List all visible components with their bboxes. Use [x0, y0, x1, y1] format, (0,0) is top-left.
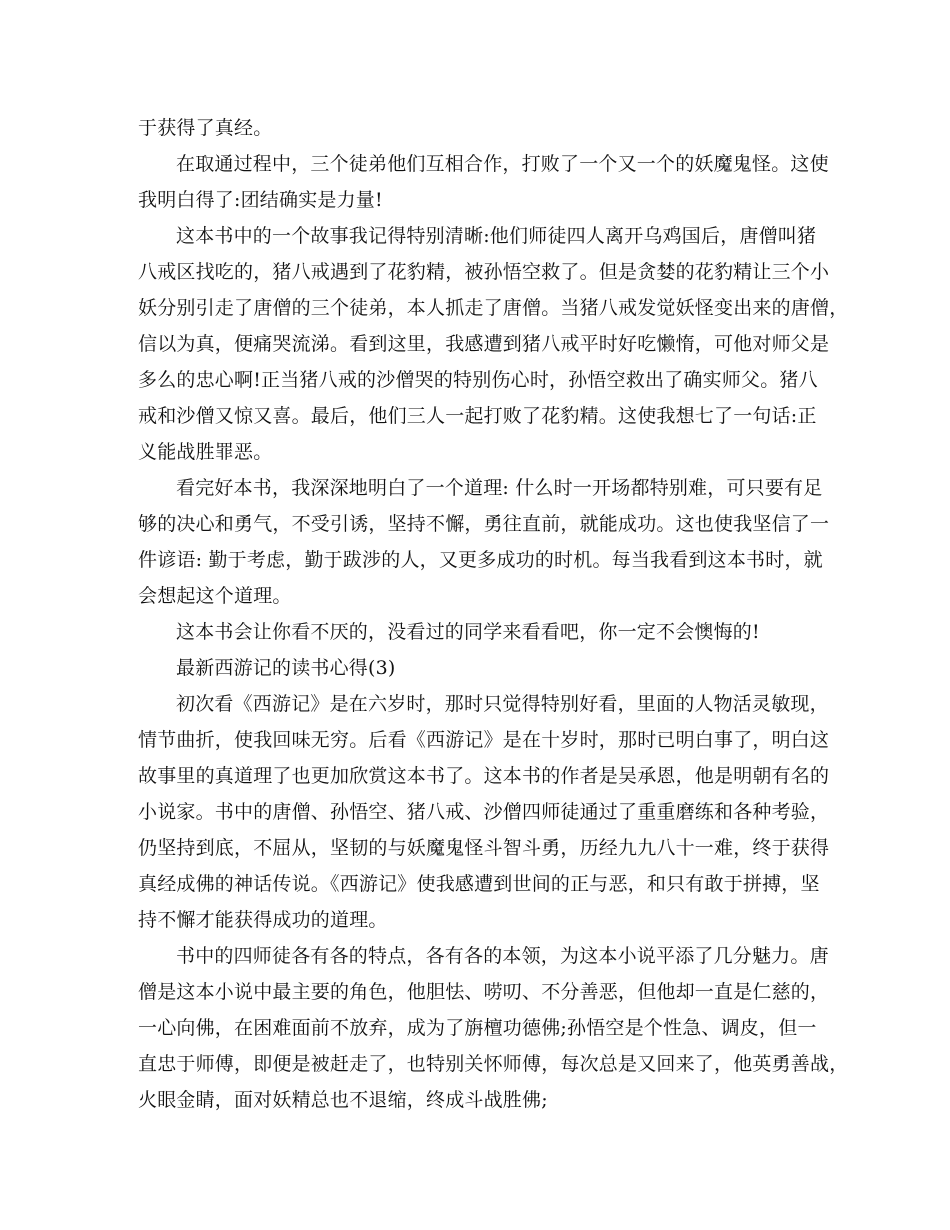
- text-line: 信以为真，便痛哭流涕。看到这里，我感遭到猪八戒平时好吃懒惰，可他对师父是: [138, 333, 830, 355]
- text-line: 这本书中的一个故事我记得特别清晰:他们师徒四人离开乌鸡国后，唐僧叫猪: [176, 225, 817, 247]
- text-line: 会想起这个道理。: [138, 585, 292, 607]
- text-line: 真经成佛的神话传说。《西游记》使我感遭到世间的正与恶，和只有敢于拼搏，坚: [138, 873, 820, 895]
- text-line: 持不懈才能获得成功的道理。: [138, 909, 388, 931]
- text-line: 我明白得了:团结确实是力量!: [138, 189, 383, 211]
- text-line: 看完好本书，我深深地明白了一个道理: 什么时一开场都特别难，可只要有足: [176, 477, 823, 499]
- text-line: 书中的四师徒各有各的特点，各有各的本领，为这本小说平添了几分魅力。唐: [176, 945, 829, 967]
- text-line: 僧是这本小说中最主要的角色，他胆怯、唠叨、不分善恶，但他却一直是仁慈的，: [138, 981, 830, 1003]
- text-line: 于获得了真经。: [138, 117, 273, 139]
- text-line: 小说家。书中的唐僧、孙悟空、猪八戒、沙僧四师徒通过了重重磨练和各种考验，: [138, 801, 830, 823]
- text-line: 八戒区找吃的，猪八戒遇到了花豹精，被孙悟空救了。但是贪婪的花豹精让三个小: [138, 261, 830, 283]
- text-line: 直忠于师傅，即便是被赶走了，也特别关怀师傅，每次总是又回来了，他英勇善战，: [138, 1053, 849, 1075]
- text-line: 在取通过程中，三个徒弟他们互相合作，打败了一个又一个的妖魔鬼怪。这使: [176, 153, 829, 175]
- text-line: 多么的忠心啊!正当猪八戒的沙僧哭的特别伤心时，孙悟空救出了确实师父。猪八: [138, 369, 818, 391]
- section-heading: 最新西游记的读书心得(3): [176, 657, 396, 679]
- text-line: 件谚语: 勤于考虑，勤于跋涉的人，又更多成功的时机。每当我看到这本书时，就: [138, 549, 823, 571]
- text-line: 这本书会让你看不厌的，没看过的同学来看看吧，你一定不会懊悔的!: [176, 621, 760, 643]
- text-line: 仍坚持到底，不屈从，坚韧的与妖魔鬼怪斗智斗勇，历经九九八十一难，终于获得: [138, 837, 830, 859]
- text-line: 够的决心和勇气，不受引诱，坚持不懈，勇往直前，就能成功。这也使我坚信了一: [138, 513, 830, 535]
- text-line: 火眼金睛，面对妖精总也不退缩，终成斗战胜佛;: [138, 1089, 548, 1111]
- text-line: 戒和沙僧又惊又喜。最后，他们三人一起打败了花豹精。这使我想七了一句话:正: [138, 405, 817, 427]
- text-line: 义能战胜罪恶。: [138, 441, 273, 463]
- text-line: 妖分别引走了唐僧的三个徒弟，本人抓走了唐僧。当猪八戒发觉妖怪变出来的唐僧，: [138, 297, 849, 319]
- text-line: 情节曲折，使我回味无穷。后看《西游记》是在十岁时，那时已明白事了，明白这: [138, 729, 830, 751]
- text-line: 初次看《西游记》是在六岁时，那时只觉得特别好看，里面的人物活灵敏现，: [176, 693, 829, 715]
- text-line: 故事里的真道理了也更加欣赏这本书了。这本书的作者是吴承恩，他是明朝有名的: [138, 765, 830, 787]
- text-line: 一心向佛，在困难面前不放弃，成为了旃檀功德佛;孙悟空是个性急、调皮，但一: [138, 1017, 817, 1039]
